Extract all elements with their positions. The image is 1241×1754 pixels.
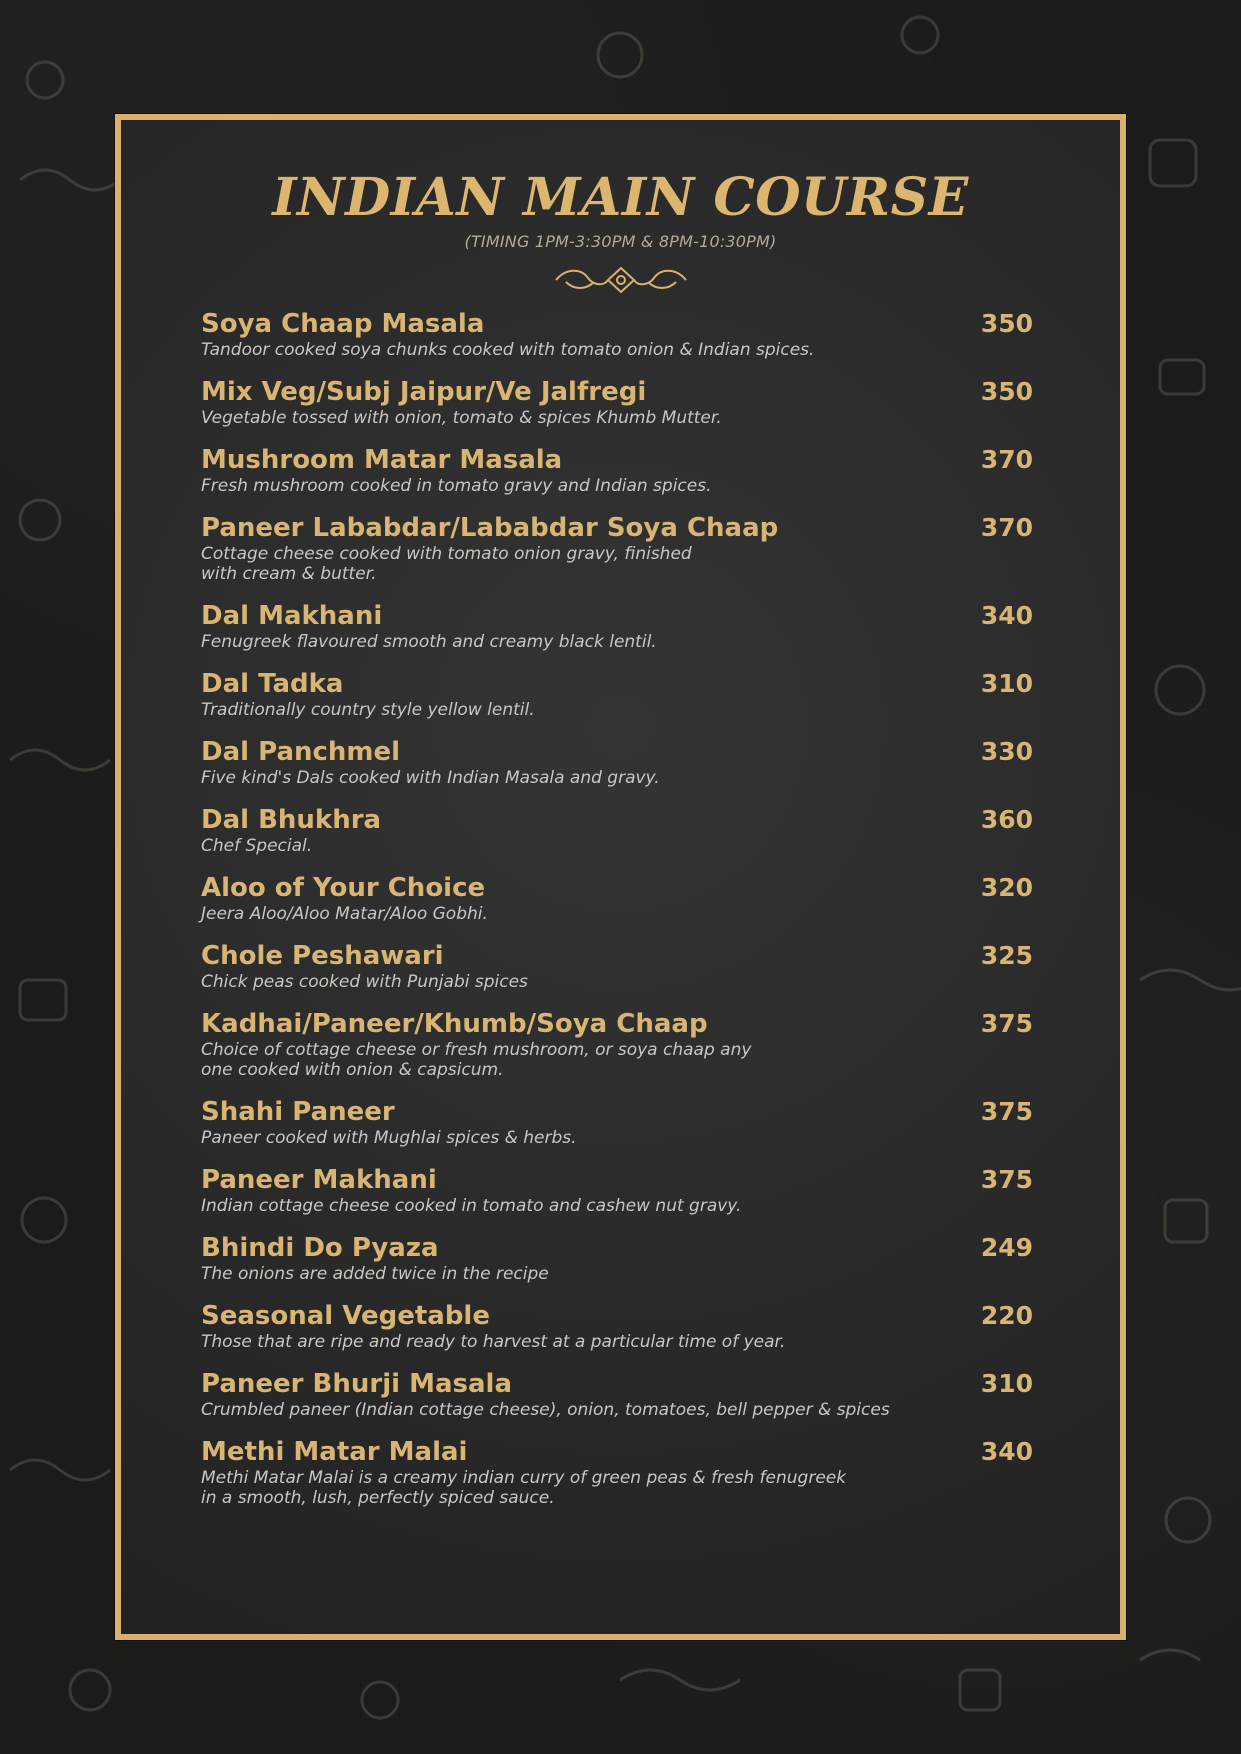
menu-item (201, 308, 1033, 360)
menu-item-price: 375 (980, 1165, 1033, 1194)
menu-item-description: Indian cottage cheese cooked in tomato and cashew nut gravy. (201, 1196, 742, 1216)
menu-items-list (201, 308, 1033, 1524)
menu-item-description: Chef Special. (201, 836, 313, 856)
menu-item-name: Paneer Bhurji Masala (201, 1369, 512, 1399)
menu-item-name: Dal Panchmel (201, 737, 401, 767)
menu-item-name: Methi Matar Malai (201, 1437, 468, 1467)
menu-item-description: Cottage cheese cooked with tomato onion gravy, finished with cream & butter. (201, 544, 692, 584)
menu-item (201, 736, 1033, 788)
menu-item-description: The onions are added twice in the recipe (201, 1264, 549, 1284)
menu-item (201, 600, 1033, 652)
menu-item (201, 1008, 1033, 1080)
menu-item-price: 220 (980, 1301, 1033, 1330)
menu-item-name: Soya Chaap Masala (201, 309, 485, 339)
menu-item-price: 325 (980, 941, 1033, 970)
menu-card (115, 114, 1126, 1640)
menu-item-name: Mushroom Matar Masala (201, 445, 563, 475)
menu-item (201, 444, 1033, 496)
menu-item-description: Fresh mushroom cooked in tomato gravy and Indian spices. (201, 476, 712, 496)
menu-item-price: 360 (980, 805, 1033, 834)
menu-item-name: Seasonal Vegetable (201, 1301, 490, 1331)
menu-item-price: 370 (980, 445, 1033, 474)
menu-item (201, 376, 1033, 428)
menu-item-name: Chole Peshawari (201, 941, 444, 971)
menu-item-description: Methi Matar Malai is a creamy indian curry of green peas & fresh fenugreek in a smooth, lush, perfectly spiced sauce. (201, 1468, 847, 1508)
menu-item-description: Fenugreek flavoured smooth and creamy black lentil. (201, 632, 657, 652)
menu-item (201, 1232, 1033, 1284)
menu-item-name: Mix Veg/Subj Jaipur/Ve Jalfregi (201, 377, 647, 407)
menu-item-price: 375 (980, 1097, 1033, 1126)
menu-item-price: 310 (980, 1369, 1033, 1398)
menu-item (201, 1436, 1033, 1508)
menu-item-name: Dal Makhani (201, 601, 383, 631)
menu-item-price: 340 (980, 1437, 1033, 1466)
menu-item-name: Bhindi Do Pyaza (201, 1233, 439, 1263)
menu-item-description: Five kind's Dals cooked with Indian Masala and gravy. (201, 768, 660, 788)
menu-item-price: 350 (980, 377, 1033, 406)
menu-item-description: Those that are ripe and ready to harvest at a particular time of year. (201, 1332, 786, 1352)
menu-title: INDIAN MAIN COURSE (272, 167, 969, 228)
menu-item (201, 804, 1033, 856)
ornamental-scroll-divider-icon (546, 260, 696, 300)
menu-item (201, 1368, 1033, 1420)
menu-item-description: Paneer cooked with Mughlai spices & herbs. (201, 1128, 577, 1148)
menu-item-name: Shahi Paneer (201, 1097, 395, 1127)
menu-item (201, 668, 1033, 720)
menu-item-price: 370 (980, 513, 1033, 542)
menu-item-price: 330 (980, 737, 1033, 766)
menu-item-description: Choice of cottage cheese or fresh mushroom, or soya chaap any one cooked with onion & capsicum. (201, 1040, 752, 1080)
menu-item-name: Dal Tadka (201, 669, 344, 699)
menu-item-price: 320 (980, 873, 1033, 902)
menu-item-description: Chick peas cooked with Punjabi spices (201, 972, 528, 992)
menu-item-description: Vegetable tossed with onion, tomato & spices Khumb Mutter. (201, 408, 722, 428)
menu-item-price: 350 (980, 309, 1033, 338)
menu-item (201, 512, 1033, 584)
menu-item-description: Traditionally country style yellow lentil. (201, 700, 535, 720)
menu-item-price: 340 (980, 601, 1033, 630)
menu-item (201, 940, 1033, 992)
menu-item-description: Tandoor cooked soya chunks cooked with tomato onion & Indian spices. (201, 340, 815, 360)
menu-item (201, 872, 1033, 924)
menu-item (201, 1164, 1033, 1216)
menu-item-description: Crumbled paneer (Indian cottage cheese), onion, tomatoes, bell pepper & spices (201, 1400, 890, 1420)
menu-item-price: 375 (980, 1009, 1033, 1038)
menu-item-name: Paneer Lababdar/Lababdar Soya Chaap (201, 513, 779, 543)
menu-item-price: 249 (980, 1233, 1033, 1262)
menu-item-name: Dal Bhukhra (201, 805, 382, 835)
menu-item (201, 1096, 1033, 1148)
menu-item (201, 1300, 1033, 1352)
menu-timing: (TIMING 1PM-3:30PM & 8PM-10:30PM) (464, 232, 777, 251)
menu-item-name: Kadhai/Paneer/Khumb/Soya Chaap (201, 1009, 708, 1039)
menu-item-description: Jeera Aloo/Aloo Matar/Aloo Gobhi. (201, 904, 488, 924)
menu-item-name: Aloo of Your Choice (201, 873, 486, 903)
menu-item-price: 310 (980, 669, 1033, 698)
menu-item-name: Paneer Makhani (201, 1165, 437, 1195)
